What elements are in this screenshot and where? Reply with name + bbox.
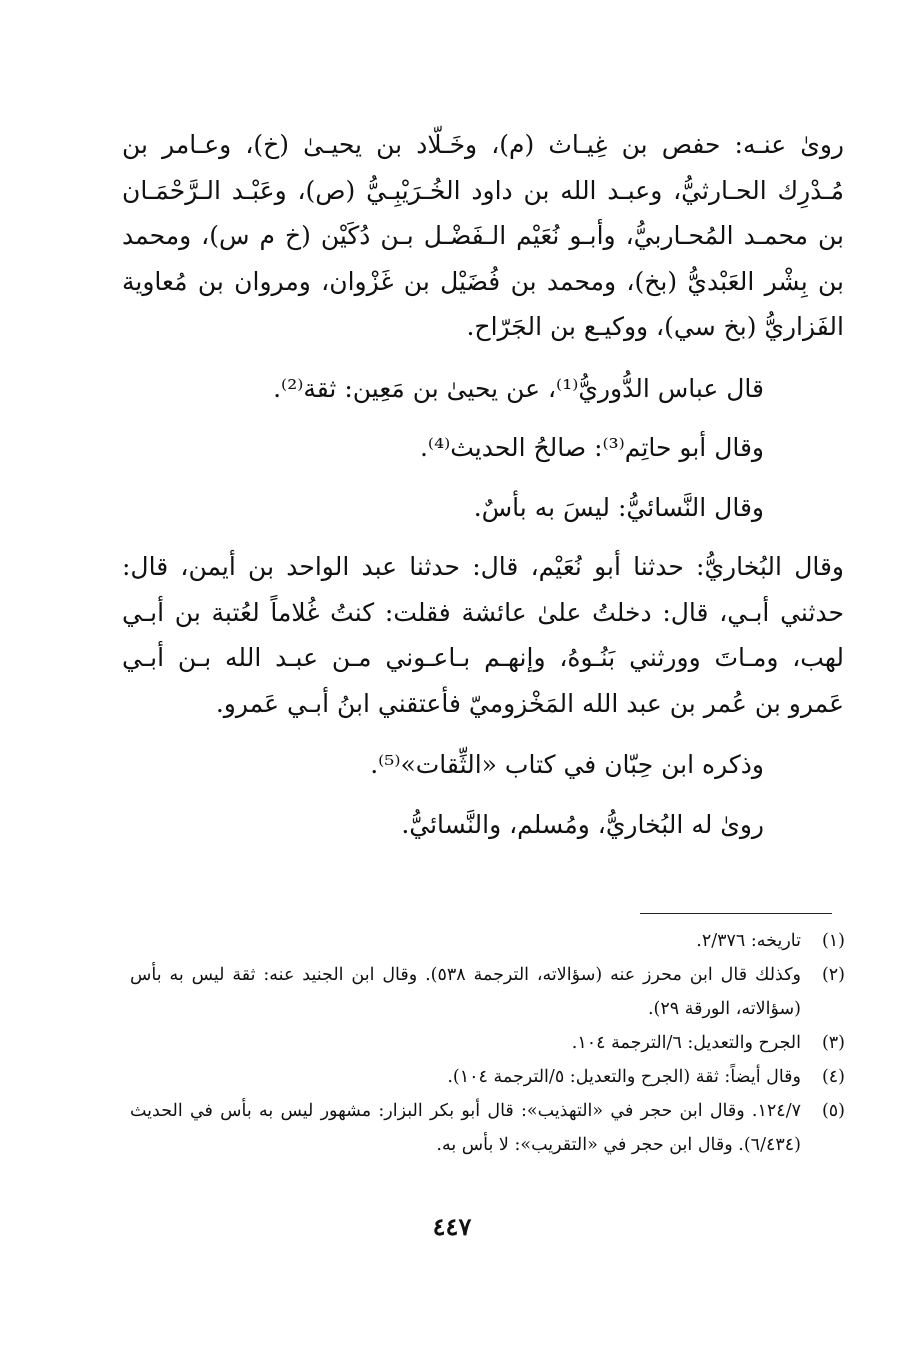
page-number: ٤٤٧	[432, 1212, 472, 1241]
footnote-text: وقال أيضاً: ثقة (الجرح والتعديل: ٥/الترجمة ١٠٤).	[447, 1067, 801, 1087]
footnote-text: الجرح والتعديل: ٦/الترجمة ١٠٤.	[571, 1033, 801, 1053]
main-text	[122, 122, 844, 847]
footnote-number: (٣)	[821, 1033, 845, 1053]
footnote-number: (١)	[821, 931, 845, 951]
narrated-by-line: روىٰ له البُخاريُّ، ومُسلم، والنَّسائيُّ.	[401, 809, 764, 839]
footnote-text: وكذلك قال ابن محرز عنه (سؤالاته، الترجمة ٥٣٨). وقال ابن الجنيد عنه: ثقة ليس به بأس (سؤالاته، الورقة ٢٩).	[130, 965, 801, 1019]
duri-quote: قال عباس الدُّوريُّ⁽¹⁾، عن يحيىٰ بن مَعِين: ثقة⁽²⁾.	[273, 373, 764, 403]
footnote-text: ١٢٤/٧. وقال ابن حجر في «التهذيب»: قال أبو بكر البزار: مشهور ليس به بأس في الحديث (٦/٤٣٤). وقال ابن حجر في «التقريب»: لا بأس به.	[130, 1101, 801, 1155]
footnote	[130, 1094, 845, 1162]
abu-hatim-quote: وقال أبو حاتِم⁽³⁾: صالحُ الحديث⁽⁴⁾.	[419, 433, 764, 462]
footnote-text: تاريخه: ٢/٣٧٦.	[696, 931, 801, 951]
footnote-number: (٤)	[821, 1067, 845, 1087]
footnote	[130, 924, 845, 958]
footnote-number: (٢)	[821, 965, 845, 985]
footnote	[130, 1026, 845, 1060]
ibn-hibban-note: وذكره ابن حِبّان في كتاب «الثِّقات»⁽⁵⁾.	[370, 750, 764, 779]
footnote	[130, 958, 845, 1026]
footnote-number: (٥)	[821, 1101, 845, 1121]
footnotes	[130, 924, 845, 1162]
narrators-paragraph: روىٰ عنـه: حفص بن غِيـاث (م)، وخَـلّاد بن يحيـىٰ (خ)، وعـامر بن مُـدْرِك الحـارثيُّ، وعبـد الله بن داود الخُـرَيْبِـيُّ (ص)، وعَبْـد الـرَّحْمَـان بن محمـد المُحـاربيُّ، وأبـو نُعَيْم الـفَضْـل بـن دُكَيْن (خ م س)، ومحمد بن بِشْر العَبْديُّ (بخ)، ومحمد بن فُضَيْل بن غَزْوان، ومروان بن مُعاوية الفَزاريُّ (بخ سي)، ووكيـع بن الجَرّاح.	[122, 130, 844, 341]
nasai-quote: وقال النَّسائيُّ: ليسَ به بأسٌ.	[473, 492, 764, 522]
footnote	[130, 1060, 845, 1094]
bukhari-narration: وقال البُخاريُّ: حدثنا أبو نُعَيْم، قال: حدثنا عبد الواحد بن أيمن، قال: حدثني أبـي، قال: دخلتُ علىٰ عائشة فقلت: كنتُ غُلاماً لعُتبة بن أبـي لهب، ومـاتَ وورثني بَنُـوهُ، وإنهـم بـاعـوني مـن عبـد الله بـن أبـي عَمرو بن عُمر بن عبد الله المَخْزوميّ فأعتقني ابنُ أبـي عَمرو.	[122, 552, 844, 718]
footnote-divider	[640, 913, 832, 914]
